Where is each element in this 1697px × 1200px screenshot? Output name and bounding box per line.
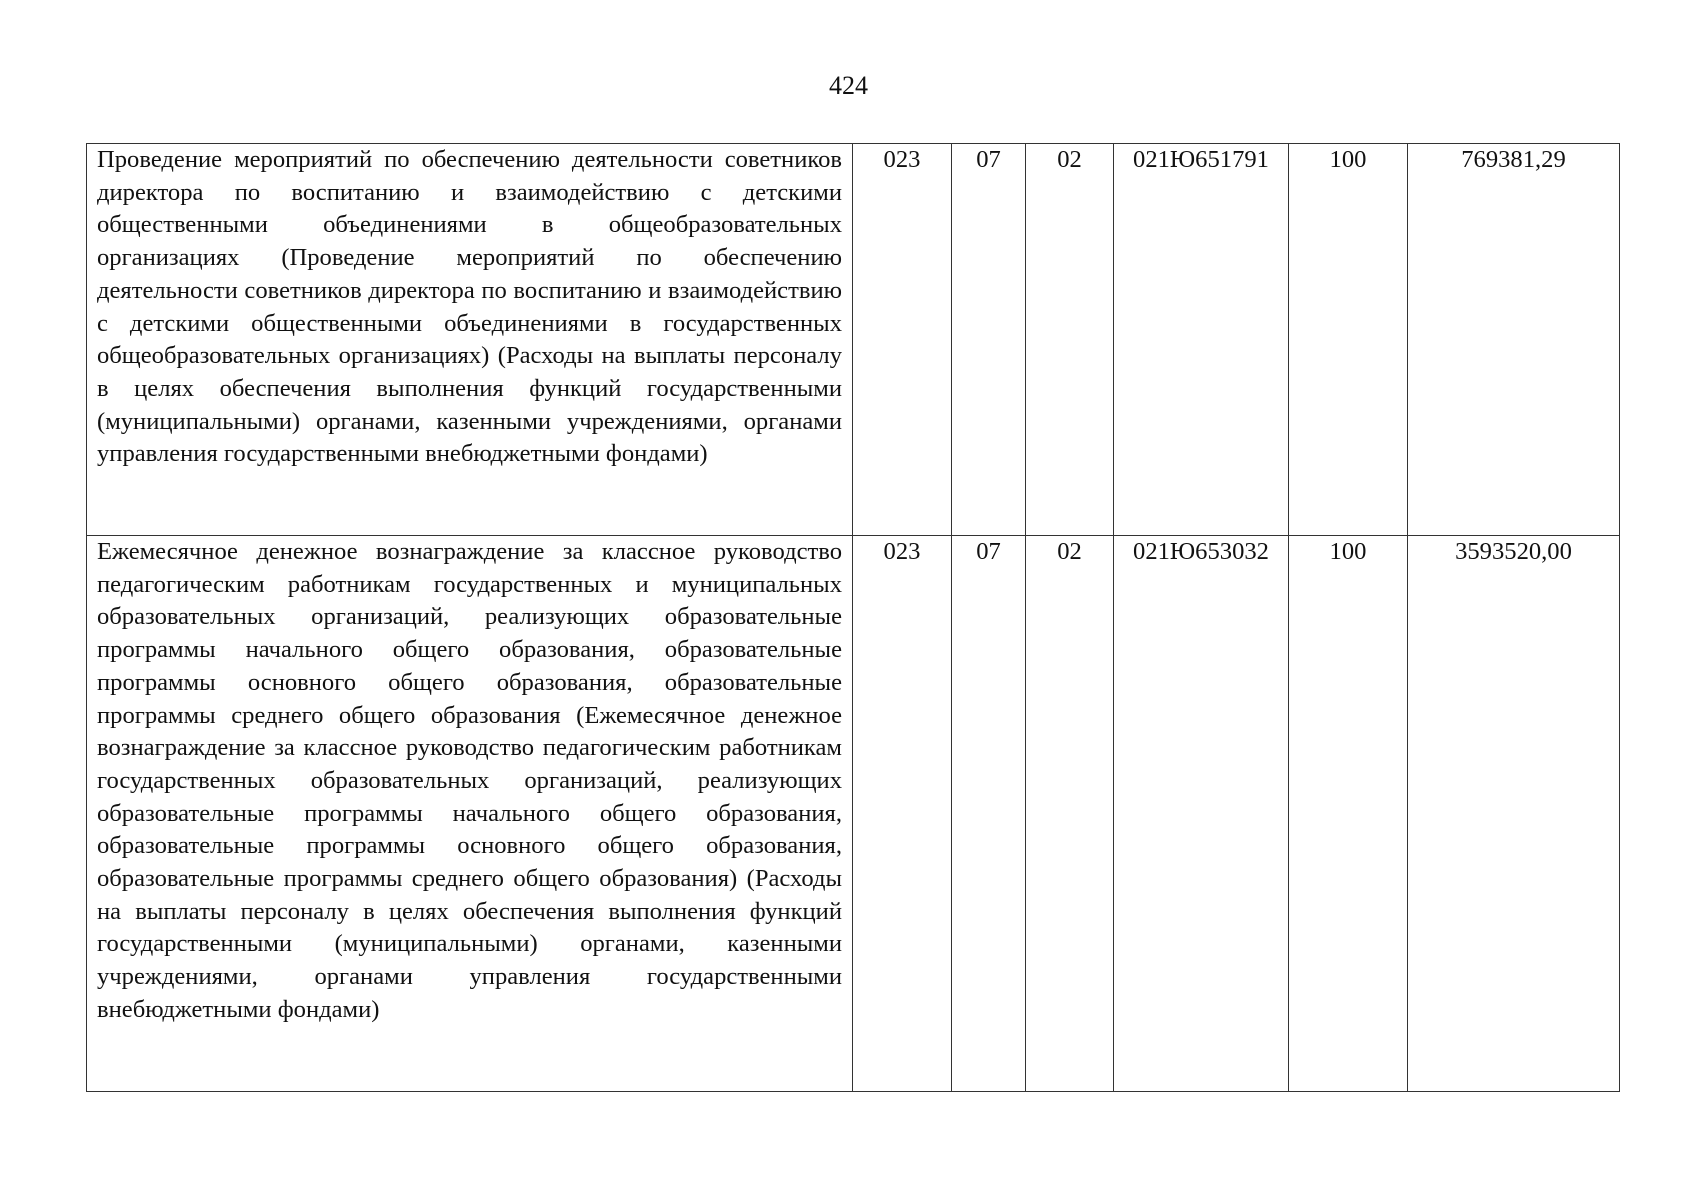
target-article-code: 021Ю651791 bbox=[1114, 144, 1289, 536]
amount-value: 3593520,00 bbox=[1408, 536, 1620, 1092]
ministry-code: 023 bbox=[853, 536, 952, 1092]
budget-table bbox=[86, 143, 1620, 1092]
subsection-code: 02 bbox=[1026, 144, 1114, 536]
expense-type-code: 100 bbox=[1289, 536, 1408, 1092]
row-description: Ежемесячное денежное вознаграждение за классное руководство педагогическим работникам государственных и муниципальных образовательных организаций, реализующих образовательные программы начального общего образования, образовательные программы основного общего образования, образовательные программы среднего общего образования (Ежемесячное денежное вознаграждение за классное руководство педагогическим работникам государственных образовательных организаций, реализующих образовательные программы начального общего образования, образовательные программы основного общего образования, образовательные программы среднего общего образования) (Расходы на выплаты персоналу в целях обеспечения выполнения функций государственными (муниципальными) органами, казенными учреждениями, органами управления государственными внебюджетными фондами) bbox=[87, 536, 853, 1092]
table-row bbox=[87, 536, 1620, 1092]
subsection-code: 02 bbox=[1026, 536, 1114, 1092]
section-code: 07 bbox=[952, 144, 1026, 536]
table-row bbox=[87, 144, 1620, 536]
row-description: Проведение мероприятий по обеспечению деятельности советников директора по воспитанию и взаимодействию с детскими общественными объединениями в общеобразовательных организациях (Проведение мероприятий по обеспечению деятельности советников директора по воспитанию и взаимодействию с детскими общественными объединениями в государственных общеобразовательных организациях) (Расходы на выплаты персоналу в целях обеспечения выполнения функций государственными (муниципальными) органами, казенными учреждениями, органами управления государственными внебюджетными фондами) bbox=[87, 144, 853, 536]
amount-value: 769381,29 bbox=[1408, 144, 1620, 536]
target-article-code: 021Ю653032 bbox=[1114, 536, 1289, 1092]
expense-type-code: 100 bbox=[1289, 144, 1408, 536]
section-code: 07 bbox=[952, 536, 1026, 1092]
ministry-code: 023 bbox=[853, 144, 952, 536]
page-number: 424 bbox=[829, 71, 868, 100]
